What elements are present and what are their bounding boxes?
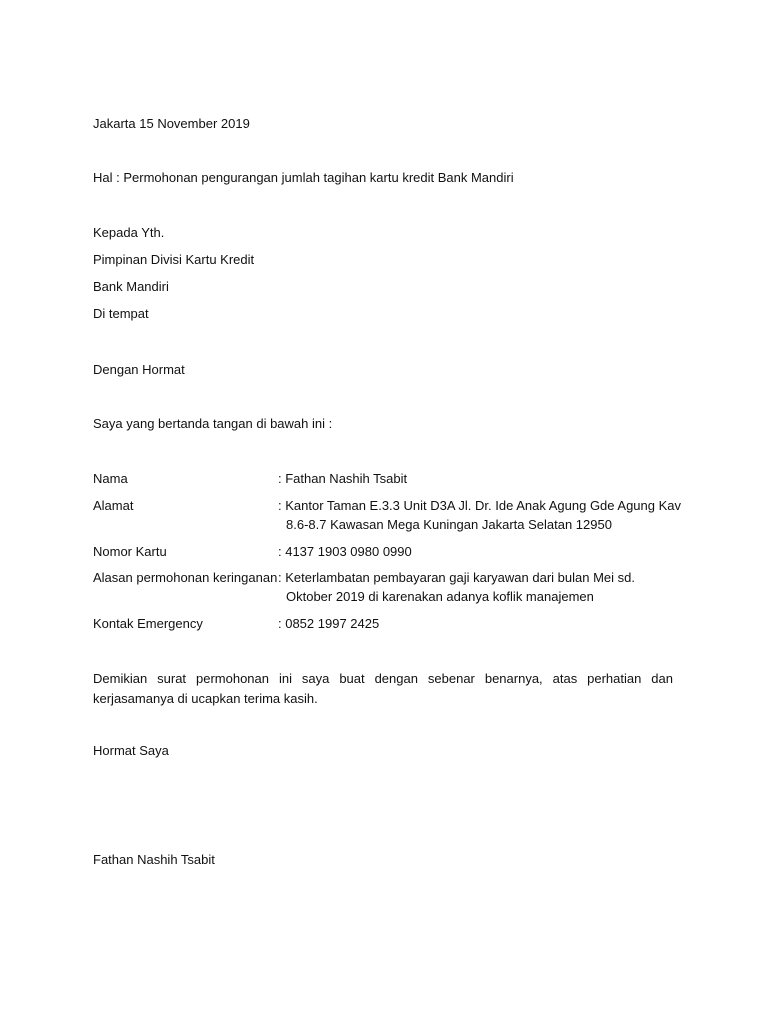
field-address-value-line2: 8.6-8.7 Kawasan Mega Kuningan Jakarta Selatan 12950 bbox=[286, 517, 612, 532]
field-card-value: : 4137 1903 0980 0990 bbox=[278, 544, 412, 559]
letter-subject: Hal : Permohonan pengurangan jumlah tagihan kartu kredit Bank Mandiri bbox=[93, 170, 514, 185]
closing-paragraph: Demikian surat permohonan ini saya buat dengan sebenar benarnya, atas perhatian dan kerjasamanya di ucapkan terima kasih. bbox=[93, 671, 673, 706]
intro-text: Saya yang bertanda tangan di bawah ini : bbox=[93, 416, 333, 431]
recipient-bank: Bank Mandiri bbox=[93, 279, 169, 294]
recipient-place: Di tempat bbox=[93, 306, 149, 321]
field-contact-label: Kontak Emergency bbox=[93, 616, 203, 631]
field-address-label: Alamat bbox=[93, 498, 134, 513]
field-card-label: Nomor Kartu bbox=[93, 544, 167, 559]
signer-name: Fathan Nashih Tsabit bbox=[93, 852, 215, 867]
recipient-division: Pimpinan Divisi Kartu Kredit bbox=[93, 252, 255, 267]
field-name-label: Nama bbox=[93, 471, 128, 486]
letter-date: Jakarta 15 November 2019 bbox=[93, 116, 250, 131]
recipient-salutation: Kepada Yth. bbox=[93, 225, 165, 240]
field-address-value-line1: : Kantor Taman E.3.3 Unit D3A Jl. Dr. Ide Anak Agung Gde Agung Kav bbox=[278, 498, 682, 513]
field-reason-value-line1: : Keterlambatan pembayaran gaji karyawan dari bulan Mei sd. bbox=[278, 570, 635, 585]
field-contact-value: : 0852 1997 2425 bbox=[278, 616, 380, 631]
field-name-value: : Fathan Nashih Tsabit bbox=[278, 471, 408, 486]
greeting: Dengan Hormat bbox=[93, 362, 185, 377]
signoff: Hormat Saya bbox=[93, 743, 169, 758]
field-reason-label: Alasan permohonan keringanan bbox=[93, 570, 278, 585]
field-reason-value-line2: Oktober 2019 di karenakan adanya koflik manajemen bbox=[286, 589, 594, 604]
